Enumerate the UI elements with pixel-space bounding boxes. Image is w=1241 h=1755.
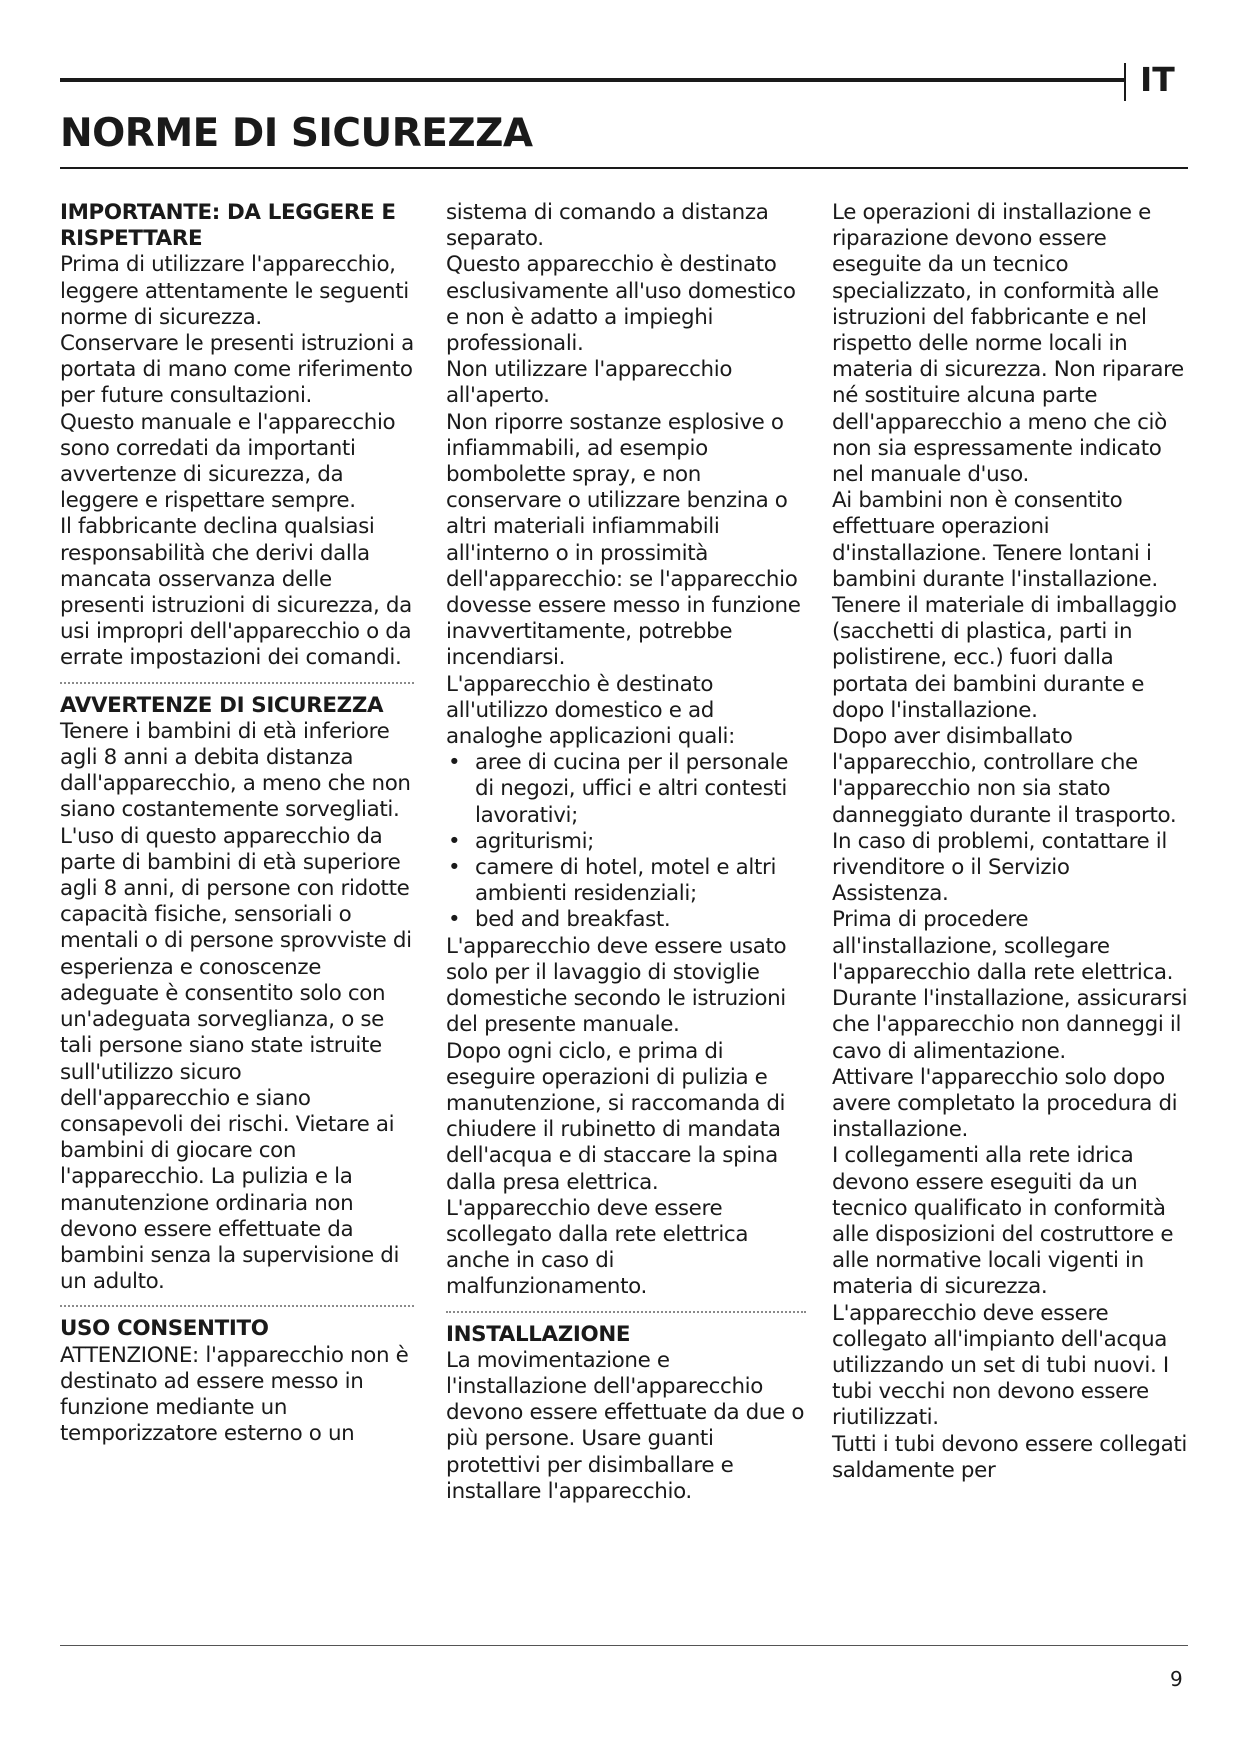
language-separator: [1124, 63, 1126, 101]
paragraph: Le operazioni di installazione e riparazione devono essere eseguite da un tecnico specializzato, in conformità alle istruzioni del fabbricante e nel rispetto delle norme locali in materia di sicurezza. Non riparare né sostituire alcuna parte dell'apparecchio a meno che ciò non sia espressamente indicato nel manuale d'uso.: [832, 200, 1184, 488]
page-title: NORME DI SICUREZZA: [60, 111, 533, 156]
paragraph: Conservare le presenti istruzioni a portata di mano come riferimento per future consultazioni.: [60, 331, 414, 409]
paragraph: Dopo aver disimballato l'apparecchio, controllare che l'apparecchio non sia stato danneggiato durante il trasporto. In caso di problemi, contattare il rivenditore o il Servizio Assistenza.: [832, 724, 1177, 907]
paragraph: Ai bambini non è consentito effettuare operazioni d'installazione. Tenere lontani i bambini durante l'installazione. Tenere il materiale di imballaggio (sacchetti di plastica, parti in polistirene, ecc.) fuori dalla portata dei bambini durante e dopo l'installazione.: [832, 488, 1177, 723]
paragraph: L'apparecchio deve essere usato solo per il lavaggio di stoviglie domestiche secondo le istruzioni del presente manuale.: [446, 933, 787, 1038]
dotted-divider: [60, 682, 414, 684]
column-3: [832, 200, 1192, 1484]
paragraph: Il fabbricante declina qualsiasi responsabilità che derivi dalla mancata osservanza delle presenti istruzioni di sicurezza, da usi impropri dell'apparecchio o da errate impostazioni dei comandi.: [60, 514, 412, 671]
paragraph: Prima di utilizzare l'apparecchio, leggere attentamente le seguenti norme di sicurezza.: [60, 252, 409, 330]
paragraph: L'apparecchio deve essere scollegato dalla rete elettrica anche in caso di malfunzionamento.: [446, 1195, 749, 1300]
column-2: [446, 200, 806, 1505]
page-number: 9: [1170, 1667, 1183, 1691]
section-heading-avvertenze: AVVERTENZE DI SICUREZZA: [60, 692, 384, 718]
list-item: • bed and breakfast.: [446, 907, 806, 933]
section-heading-uso-consentito: USO CONSENTITO: [60, 1316, 269, 1342]
paragraph: Dopo ogni ciclo, e prima di eseguire operazioni di pulizia e manutenzione, si raccomanda di chiudere il rubinetto di mandata dell'acqua e di staccare la spina dalla presa elettrica.: [446, 1038, 786, 1195]
paragraph: Questo manuale e l'apparecchio sono corredati da importanti avvertenze di sicurezza, da leggere e rispettare sempre.: [60, 409, 396, 514]
bullet-list: [446, 750, 806, 933]
paragraph: Tutti i tubi devono essere collegati saldamente per: [832, 1431, 1188, 1483]
paragraph: Attivare l'apparecchio solo dopo avere completato la procedura di installazione.: [832, 1064, 1178, 1143]
section-heading-installazione: INSTALLAZIONE: [446, 1321, 631, 1347]
paragraph: Tenere i bambini di età inferiore agli 8 anni a debita distanza dall'apparecchio, a meno che non siano costantemente sorvegliati. L'uso di questo apparecchio da parte di bambini di età superiore agli 8 anni, di persone con ridotte capacità fisiche, sensoriali o mentali o di persone sprovviste di esperienza e conoscenze adeguate è consentito solo con un'adeguata sorveglianza, o se tali persone siano state istruite sull'utilizzo sicuro dell'apparecchio e siano consapevoli dei rischi. Vietare ai bambini di giocare con l'apparecchio. La pulizia e la manutenzione ordinaria non devono essere effettuate da bambini senza la supervisione di un adulto.: [60, 718, 412, 1295]
dotted-divider: [60, 1305, 414, 1307]
list-item: • aree di cucina per il personale di negozi, uffici e altri contesti lavorativi;: [446, 750, 806, 829]
paragraph: L'apparecchio deve essere collegato all'impianto dell'acqua utilizzando un set di tubi nuovi. I tubi vecchi non devono essere riutilizzati.: [832, 1300, 1169, 1431]
paragraph: sistema di comando a distanza separato.: [446, 200, 769, 252]
list-item: • agriturismi;: [446, 829, 806, 855]
column-1: [60, 200, 414, 1447]
section-heading-importante: IMPORTANTE: DA LEGGERE E RISPETTARE: [60, 200, 396, 252]
paragraph: La movimentazione e l'installazione dell'apparecchio devono essere effettuate da due o più persone. Usare guanti protettivi per disimballare e installare l'apparecchio.: [446, 1347, 805, 1504]
paragraph: ATTENZIONE: l'apparecchio non è destinato ad essere messo in funzione mediante un temporizzatore esterno o un: [60, 1342, 409, 1447]
header-rule: [60, 78, 1124, 82]
paragraph: I collegamenti alla rete idrica devono essere eseguiti da un tecnico qualificato in conformità alle disposizioni del costruttore e alle normative locali vigenti in materia di sicurezza.: [832, 1143, 1174, 1300]
list-item: • camere di hotel, motel e altri ambienti residenziali;: [446, 855, 806, 907]
paragraph: L'apparecchio è destinato all'utilizzo domestico e ad analoghe applicazioni quali:: [446, 671, 736, 750]
paragraph: Prima di procedere all'installazione, scollegare l'apparecchio dalla rete elettrica.: [832, 907, 1174, 985]
paragraph: Non utilizzare l'apparecchio all'aperto.: [446, 357, 733, 409]
title-rule: [60, 167, 1188, 169]
paragraph: Questo apparecchio è destinato esclusivamente all'uso domestico e non è adatto a impieghi professionali.: [446, 252, 796, 357]
paragraph: Non riporre sostanze esplosive o infiammabili, ad esempio bombolette spray, e non conservare o utilizzare benzina o altri materiali infiammabili all'interno o in prossimità dell'apparecchio: se l'apparecchio dovesse essere messo in funzione inavvertitamente, potrebbe incendiarsi.: [446, 409, 801, 671]
dotted-divider: [446, 1311, 806, 1313]
language-label: IT: [1140, 60, 1175, 99]
paragraph: Durante l'installazione, assicurarsi che l'apparecchio non danneggi il cavo di alimentazione.: [832, 986, 1188, 1064]
footer-rule: [60, 1645, 1188, 1646]
